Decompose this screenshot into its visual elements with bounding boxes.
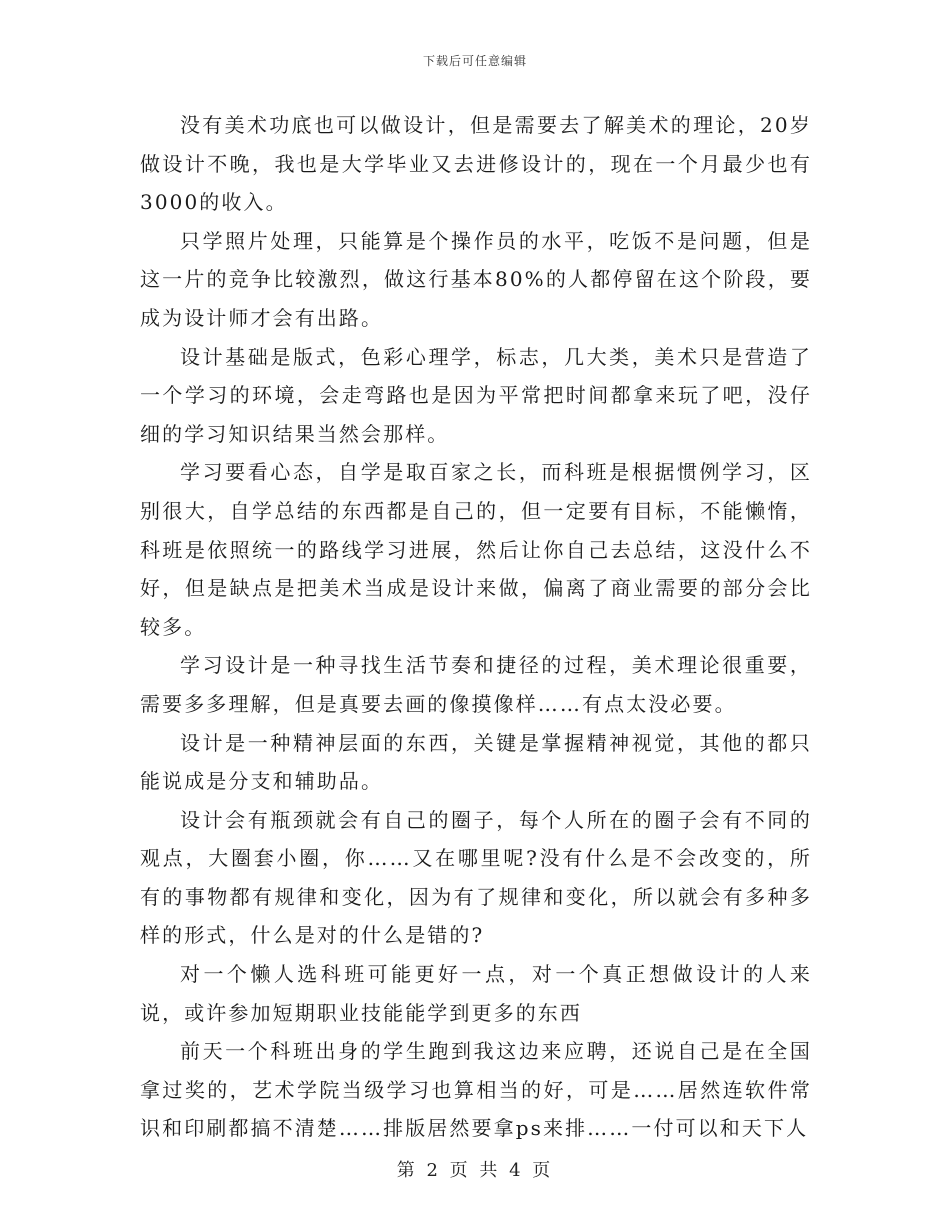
paragraph-5: 学习设计是一种寻找生活节奏和捷径的过程，美术理论很重要，需要多多理解，但是真要去画的像摸像样……有点太没必要。 xyxy=(140,653,812,716)
paragraph-6: 设计是一种精神层面的东西，关键是掌握精神视觉，其他的都只能说成是分支和辅助品。 xyxy=(140,730,812,794)
paragraph-7: 设计会有瓶颈就会有自己的圈子，每个人所在的圈子会有不同的观点，大圈套小圈，你……又在哪里呢?没有什么是不会改变的，所有的事物都有规律和变化，因为有了规律和变化，所以就会有多种多样的形式，什么是对的什么是错的? xyxy=(140,807,812,948)
paragraph-8: 对一个懒人选科班可能更好一点，对一个真正想做设计的人来说，或许参加短期职业技能能学到更多的东西 xyxy=(140,962,812,1025)
page-header-note: 下载后可任意编辑 xyxy=(422,54,527,68)
document-body xyxy=(140,106,812,1148)
paragraph-1: 没有美术功底也可以做设计，但是需要去了解美术的理论，20岁做设计不晚，我也是大学毕业又去进修设计的，现在一个月最少也有3000的收入。 xyxy=(140,113,812,215)
paragraph-9: 前天一个科班出身的学生跑到我这边来应聘，还说自己是在全国拿过奖的，艺术学院当级学习也算相当的好，可是……居然连软件常识和印刷都搞不清楚……排版居然要拿ps来排……一付可以和天下人 xyxy=(140,1039,812,1141)
paragraph-3: 设计基础是版式，色彩心理学，标志，几大类，美术只是营造了一个学习的环境，会走弯路也是因为平常把时间都拿来玩了吧，没仔细的学习知识结果当然会那样。 xyxy=(140,344,812,446)
paragraph-4: 学习要看心态，自学是取百家之长，而科班是根据惯例学习，区别很大，自学总结的东西都是自己的，但一定要有目标，不能懒惰，科班是依照统一的路线学习进展，然后让你自己去总结，这没什么不好，但是缺点是把美术当成是设计来做，偏离了商业需要的部分会比较多。 xyxy=(140,460,812,639)
paragraph-2: 只学照片处理，只能算是个操作员的水平，吃饭不是问题，但是这一片的竞争比较激烈，做这行基本80%的人都停留在这个阶段，要成为设计师才会有出路。 xyxy=(140,228,812,330)
page-number: 第 2 页 共 4 页 xyxy=(396,1160,554,1181)
